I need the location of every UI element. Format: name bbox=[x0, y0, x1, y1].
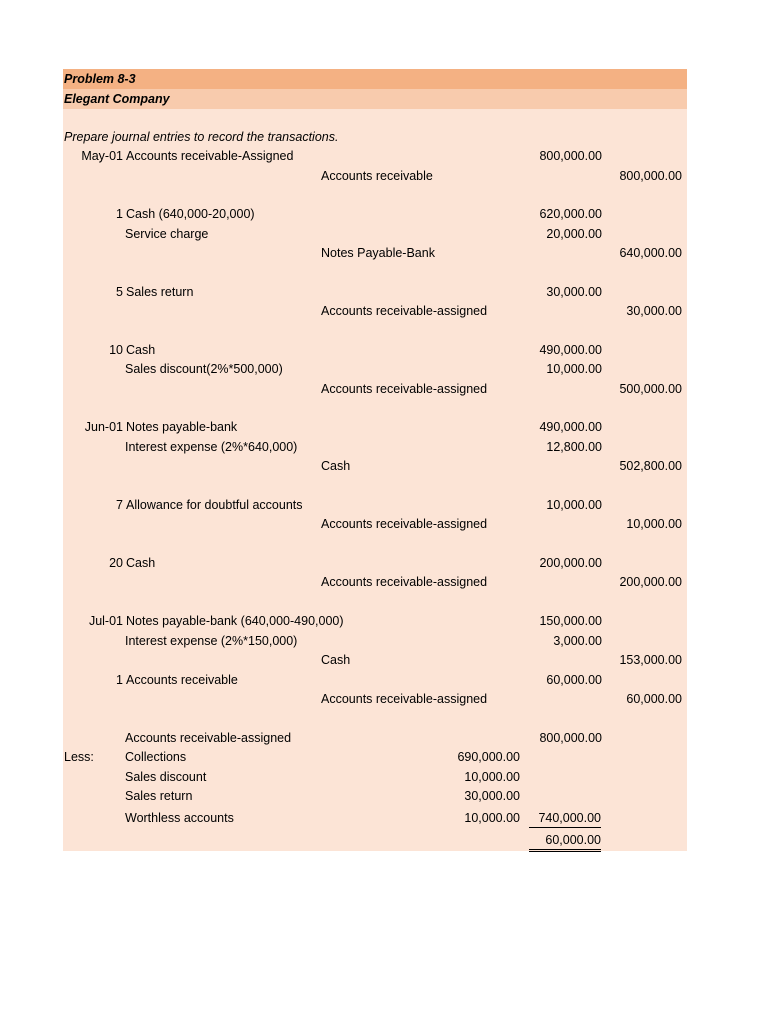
debit-account: Interest expense (2%*640,000) bbox=[125, 440, 298, 454]
credit-amount: 60,000.00 bbox=[626, 692, 682, 706]
entry-date: 10 bbox=[109, 343, 123, 357]
entry-date: 1 bbox=[116, 673, 123, 687]
debit-amount: 490,000.00 bbox=[539, 420, 602, 434]
credit-account: Accounts receivable-assigned bbox=[321, 575, 488, 589]
title-band bbox=[63, 69, 687, 89]
entry-date: 7 bbox=[116, 498, 123, 512]
credit-amount: 10,000.00 bbox=[626, 517, 682, 531]
credit-account: Notes Payable-Bank bbox=[321, 246, 435, 260]
debit-amount: 150,000.00 bbox=[539, 614, 602, 628]
instruction-text: Prepare journal entries to record the transactions. bbox=[64, 130, 339, 144]
debit-account: Cash (640,000-20,000) bbox=[126, 207, 255, 221]
credit-account: Cash bbox=[321, 653, 351, 667]
debit-amount: 10,000.00 bbox=[546, 362, 602, 376]
credit-account: Accounts receivable-assigned bbox=[321, 692, 488, 706]
debit-account: Cash bbox=[126, 343, 156, 357]
credit-amount: 502,800.00 bbox=[619, 459, 682, 473]
summary-item-label: Sales discount bbox=[125, 770, 207, 784]
company-name: Elegant Company bbox=[64, 92, 170, 106]
summary-item-amount: 10,000.00 bbox=[464, 811, 520, 825]
credit-account: Accounts receivable-assigned bbox=[321, 304, 488, 318]
less-label: Less: bbox=[64, 750, 94, 764]
entry-date: 5 bbox=[116, 285, 123, 299]
debit-account: Allowance for doubtful accounts bbox=[126, 498, 303, 512]
debit-account: Cash bbox=[126, 556, 156, 570]
entry-date: 20 bbox=[109, 556, 123, 570]
credit-amount: 153,000.00 bbox=[619, 653, 682, 667]
debit-account: Notes payable-bank bbox=[126, 420, 238, 434]
debit-account: Service charge bbox=[125, 227, 209, 241]
debit-account: Notes payable-bank (640,000-490,000) bbox=[126, 614, 344, 628]
entry-date: 1 bbox=[116, 207, 123, 221]
debit-amount: 10,000.00 bbox=[546, 498, 602, 512]
credit-amount: 500,000.00 bbox=[619, 382, 682, 396]
summary-item-amount: 690,000.00 bbox=[457, 750, 520, 764]
problem-title: Problem 8-3 bbox=[64, 72, 136, 86]
summary-title: Accounts receivable-assigned bbox=[125, 731, 292, 745]
debit-account: Accounts receivable bbox=[126, 673, 238, 687]
debit-amount: 12,800.00 bbox=[546, 440, 602, 454]
debit-account: Sales discount(2%*500,000) bbox=[125, 362, 283, 376]
summary-item-label: Sales return bbox=[125, 789, 193, 803]
balance-total: 60,000.00 bbox=[529, 833, 601, 852]
credit-account: Accounts receivable-assigned bbox=[321, 517, 488, 531]
debit-amount: 200,000.00 bbox=[539, 556, 602, 570]
credit-account: Accounts receivable bbox=[321, 169, 433, 183]
entry-date: Jun-01 bbox=[84, 420, 123, 434]
entry-date: Jul-01 bbox=[88, 614, 123, 628]
entry-date: May-01 bbox=[81, 149, 123, 163]
credit-amount: 640,000.00 bbox=[619, 246, 682, 260]
summary-item-label: Worthless accounts bbox=[125, 811, 234, 825]
credit-amount: 200,000.00 bbox=[619, 575, 682, 589]
credit-account: Accounts receivable-assigned bbox=[321, 382, 488, 396]
debit-account: Interest expense (2%*150,000) bbox=[125, 634, 298, 648]
debit-amount: 60,000.00 bbox=[546, 673, 602, 687]
debit-amount: 620,000.00 bbox=[539, 207, 602, 221]
credit-amount: 800,000.00 bbox=[619, 169, 682, 183]
debit-amount: 20,000.00 bbox=[546, 227, 602, 241]
summary-item-label: Collections bbox=[125, 750, 187, 764]
debit-amount: 30,000.00 bbox=[546, 285, 602, 299]
summary-item-amount: 30,000.00 bbox=[464, 789, 520, 803]
debit-amount: 490,000.00 bbox=[539, 343, 602, 357]
summary-item-amount: 10,000.00 bbox=[464, 770, 520, 784]
debit-account: Sales return bbox=[126, 285, 194, 299]
debit-amount: 3,000.00 bbox=[553, 634, 602, 648]
debit-amount: 800,000.00 bbox=[539, 149, 602, 163]
credit-amount: 30,000.00 bbox=[626, 304, 682, 318]
less-total: 740,000.00 bbox=[529, 811, 601, 828]
summary-title-amount: 800,000.00 bbox=[539, 731, 602, 745]
credit-account: Cash bbox=[321, 459, 351, 473]
debit-account: Accounts receivable-Assigned bbox=[126, 149, 294, 163]
